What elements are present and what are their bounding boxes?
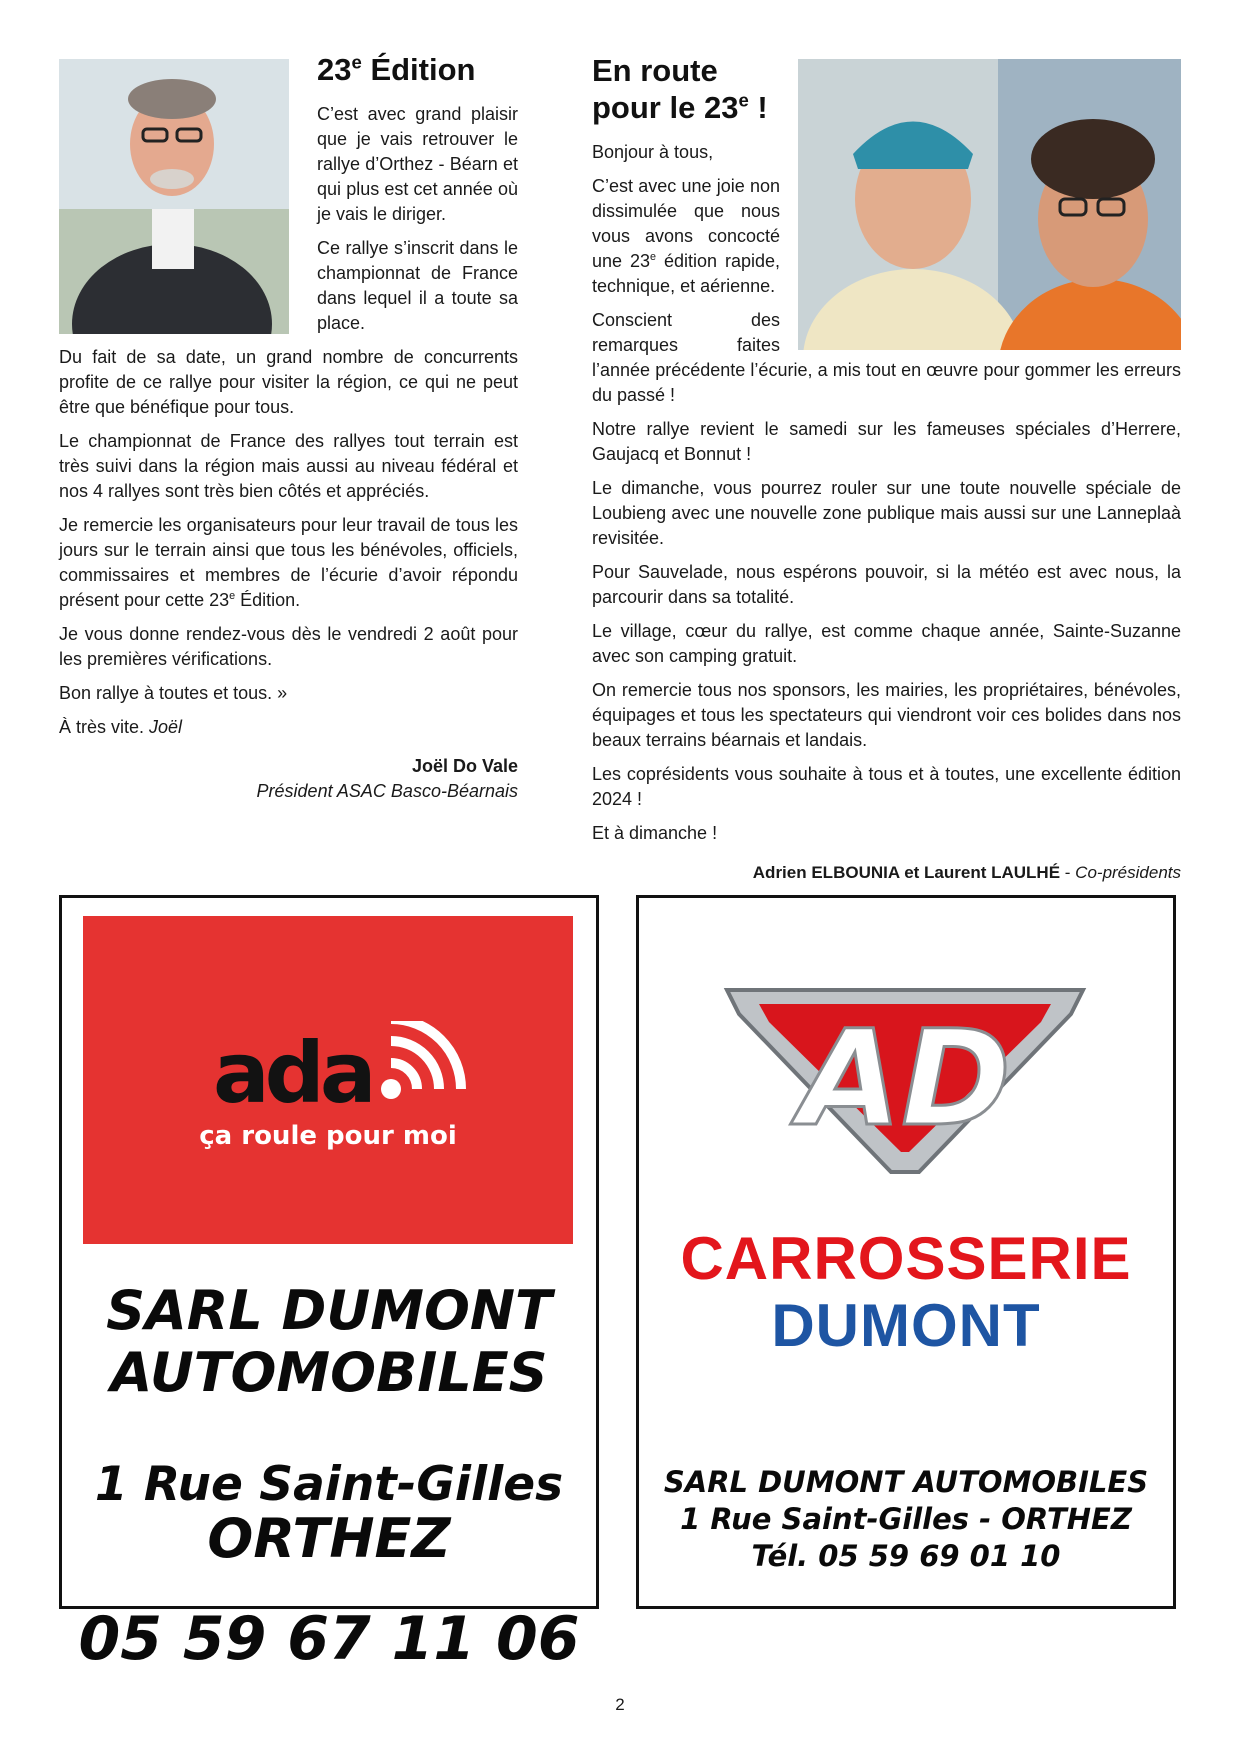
left-paragraph: Le championnat de France des rallyes tout terrain est très suivi dans la région mais aussi au niveau fédéral et nos 4 rallyes sont très bien côtés et appréciés. <box>59 431 518 501</box>
ad-logo-text: AD <box>799 1002 1011 1156</box>
right-paragraph-intro: C’est avec une joie non dissimulée que nous vous avons concocté une 23e édition rapide, technique, et aérienne. <box>592 176 780 296</box>
right-paragraph: Et à dimanche ! <box>592 823 718 843</box>
copresidents-image <box>798 59 1181 350</box>
company-name-line1: SARL DUMONT <box>106 1279 552 1342</box>
company-address: 1 Rue Saint-Gilles - ORTHEZ <box>680 1502 1132 1536</box>
right-paragraph: Le dimanche, vous pourrez rouler sur une toute nouvelle spéciale de Loubieng avec une nouvelle zone publique mais aussi sur une Lanneplaà revisitée. <box>592 478 1181 548</box>
president-portrait-image <box>59 59 289 334</box>
phone-number: 05 59 67 11 06 <box>78 1604 580 1674</box>
president-photo <box>59 59 289 334</box>
address-street: 1 Rue Saint-Gilles <box>94 1457 564 1512</box>
ada-advertisement <box>59 895 599 1674</box>
left-paragraph: Ce rallye s’inscrit dans le championnat de France dans lequel il a toute sa place. <box>317 238 518 333</box>
ad-carrosserie-advertisement <box>636 895 1176 1609</box>
signature-role: Président ASAC Basco-Béarnais <box>256 781 518 801</box>
left-article-title: 23e Édition <box>317 51 476 87</box>
right-article-title: En route pour le 23e ! <box>592 53 768 125</box>
carrosserie-label: CARROSSERIE <box>680 1225 1132 1292</box>
left-paragraph: C’est avec grand plaisir que je vais retrouver le rallye d’Orthez - Béarn et qui plus est cet année où je vais le diriger. <box>317 104 518 224</box>
page-number: 2 <box>615 1695 625 1714</box>
copresidents-photo <box>798 59 1181 350</box>
left-paragraph: Je vous donne rendez-vous dès le vendredi 2 août pour les premières vérifications. <box>59 624 518 669</box>
ad-logo-icon <box>719 982 1091 1177</box>
right-greeting: Bonjour à tous, <box>592 142 714 162</box>
right-paragraph: Notre rallye revient le samedi sur les fameuses spéciales d’Herrere, Gaujacq et Bonnut ! <box>592 419 1181 464</box>
signal-icon <box>379 1021 469 1101</box>
left-article <box>59 52 518 804</box>
company-name-line2: AUTOMOBILES <box>110 1341 548 1404</box>
left-paragraph-thanks: Je remercie les organisateurs pour leur travail de tous les jours sur le terrain ainsi que tous les bénévoles, officiels, commissaires et membres de l’écurie d’avoir répondu présent pour cette 23e Édition. <box>59 515 518 610</box>
left-closing: À très vite. Joël <box>59 717 183 737</box>
company-phone: Tél. 05 59 69 01 10 <box>751 1539 1061 1573</box>
right-paragraph: On remercie tous nos sponsors, les mairies, les propriétaires, bénévoles, équipages et tous les spectateurs qui viendront voir ces bolides dans nos beaux terrains béarnais et landais. <box>592 680 1181 750</box>
right-paragraph: Les coprésidents vous souhaite à tous et à toutes, une excellente édition 2024 ! <box>592 764 1181 809</box>
right-paragraph: Conscient des remarques faites l’année précédente l’écurie, a mis tout en œuvre pour gommer les erreurs du passé ! <box>592 310 1181 405</box>
dumont-label: DUMONT <box>771 1292 1041 1359</box>
ada-logo-panel <box>83 916 573 1244</box>
right-paragraph: Le village, cœur du rallye, est comme chaque année, Sainte-Suzanne avec son camping gratuit. <box>592 621 1181 666</box>
address-city: ORTHEZ <box>207 1507 451 1570</box>
company-name: SARL DUMONT AUTOMOBILES <box>663 1465 1149 1499</box>
copresidents-signature: Adrien ELBOUNIA et Laurent LAULHÉ - Co-présidents <box>752 863 1181 882</box>
signature-name: Joël Do Vale <box>411 756 518 776</box>
ada-tagline: ça roule pour moi <box>199 1121 457 1151</box>
left-paragraph: Bon rallye à toutes et tous. » <box>59 683 288 703</box>
ada-logo-word: ada <box>213 1024 372 1122</box>
right-article <box>592 52 1181 885</box>
left-paragraph: Du fait de sa date, un grand nombre de concurrents profite de ce rallye pour visiter la région, ce qui ne peut être que bénéfique pour tous. <box>59 347 518 417</box>
right-paragraph: Pour Sauvelade, nous espérons pouvoir, si la météo est avec nous, la parcourir dans sa totalité. <box>592 562 1181 607</box>
